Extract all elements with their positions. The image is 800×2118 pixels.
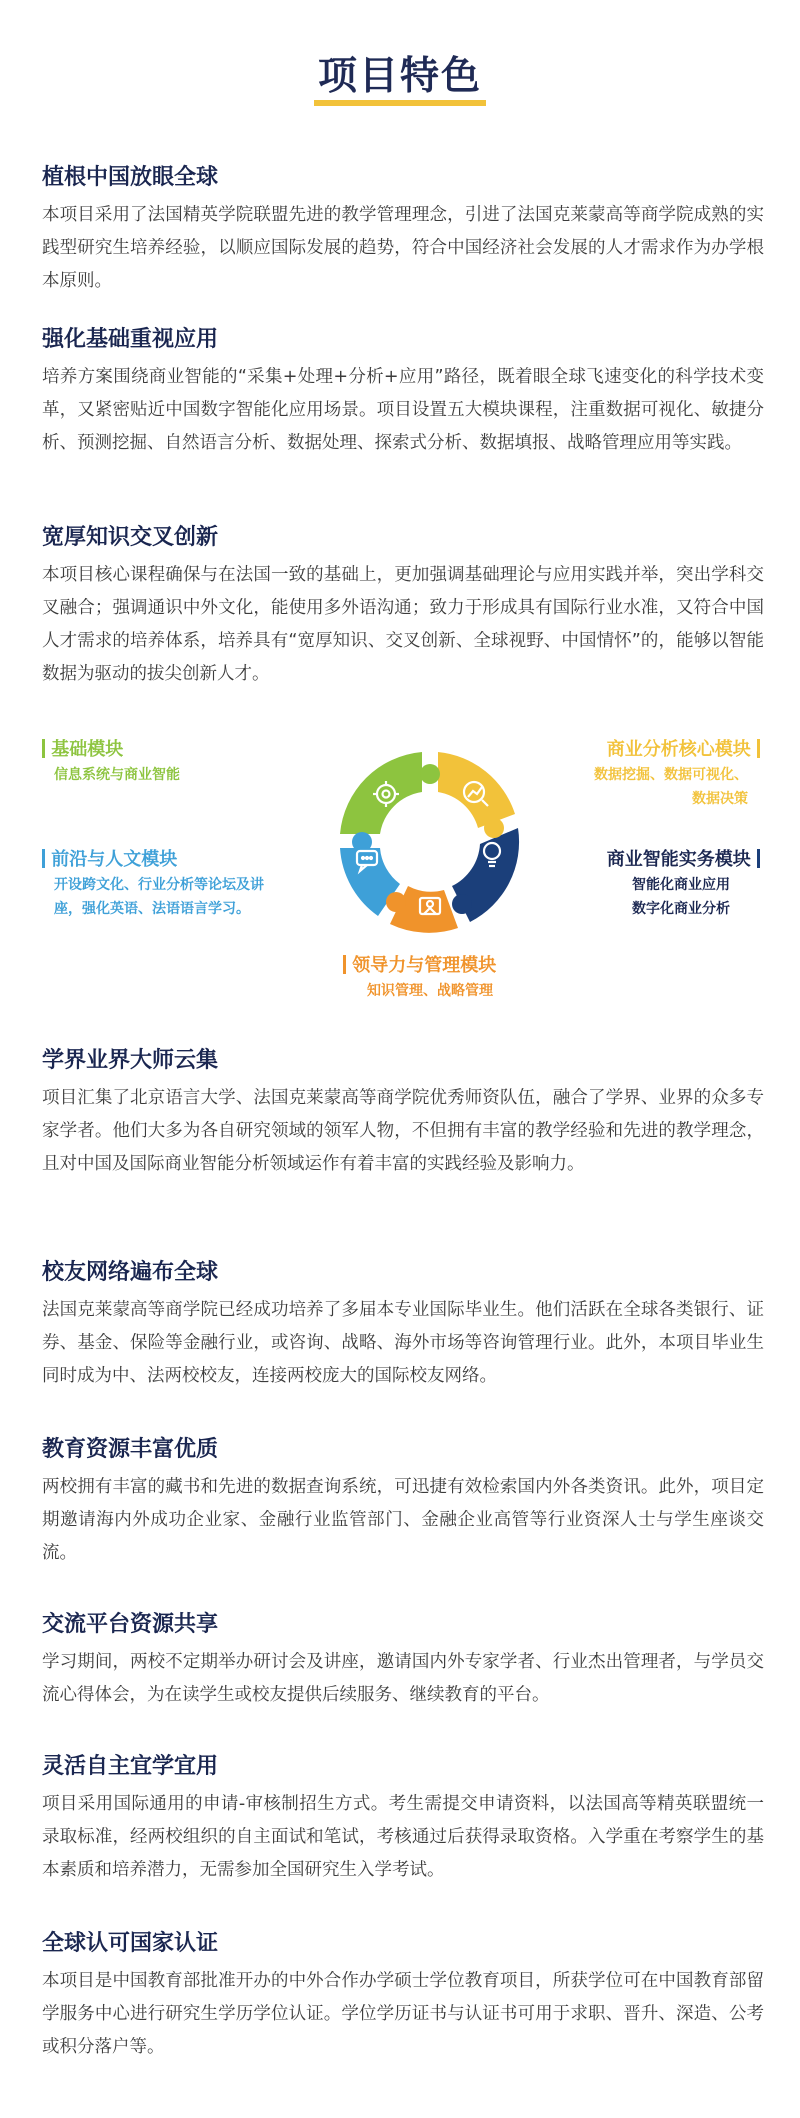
section-foundation-application	[42, 325, 764, 460]
module-basic-sub: 信息系统与商业智能	[54, 767, 180, 783]
module-analytics-sub-2: 数据决策	[692, 791, 748, 807]
section-heading: 宽厚知识交叉创新	[42, 525, 219, 550]
section-body: 本项目是中国教育部批准开办的中外合作办学硕士学位教育项目，所获学位可在中国教育部留学服务中心进行研究生学历学位认证。学位学历证书与认证书可用于求职、晋升、深造、公考或积分落户等。	[42, 1971, 764, 2057]
section-heading: 校友网络遍布全球	[42, 1260, 219, 1285]
section-body: 两校拥有丰富的藏书和先进的数据查询系统，可迅捷有效检索国内外各类资讯。此外，项目定期邀请海内外成功企业家、金融行业监管部门、金融企业高管等行业资深人士与学生座谈交流。	[42, 1477, 764, 1563]
section-heading: 全球认可国家认证	[42, 1931, 219, 1956]
section-heading: 交流平台资源共享	[42, 1612, 219, 1637]
module-analytics-sub-1: 数据挖掘、数据可视化、	[594, 767, 748, 783]
module-analytics-title: 商业分析核心模块	[606, 739, 751, 760]
section-body: 本项目采用了法国精英学院联盟先进的教学管理理念，引进了法国克莱蒙高等商学院成熟的实践型研究生培养经验，以顺应国际发展的趋势，符合中国经济社会发展的人才需求作为办学根本原则。	[42, 205, 764, 291]
module-frontier-sub-1: 开设跨文化、行业分析等论坛及讲	[54, 877, 264, 893]
section-alumni	[42, 1258, 764, 1393]
module-frontier-title: 前沿与人文模块	[51, 849, 178, 870]
puzzle-wheel	[325, 737, 535, 947]
page-title: 项目特色	[317, 54, 482, 99]
module-frontier-sub-2: 座，强化英语、法语语言学习。	[54, 901, 250, 917]
section-certification	[42, 1929, 764, 2064]
section-resources	[42, 1435, 764, 1570]
section-masters	[42, 1046, 764, 1181]
section-body: 项目汇集了北京语言大学、法国克莱蒙高等商学院优秀师资队伍，融合了学界、业界的众多专家学者。他们大多为各自研究领域的领军人物，不但拥有丰富的教学经验和先进的教学理念，且对中国及国际商业智能分析领域运作有着丰富的实践经验及影响力。	[42, 1088, 764, 1174]
knob	[352, 832, 372, 852]
section-body: 项目采用国际通用的申请-审核制招生方式。考生需提交申请资料，以法国高等精英联盟统一录取标准，经两校组织的自主面试和笔试，考核通过后获得录取资格。入学重在考察学生的基本素质和培养潜力，无需参加全国研究生入学考试。	[42, 1794, 764, 1880]
section-heading: 灵活自主宜学宜用	[42, 1754, 219, 1779]
section-body: 本项目核心课程确保与在法国一致的基础上，更加强调基础理论与应用实践并举，突出学科交叉融合；强调通识中外文化，能使用多外语沟通；致力于形成具有国际行业水准，又符合中国人才需求的培养体系，培养具有“宽厚知识、交叉创新、全球视野、中国情怀”的，能够以智能数据为驱动的拔尖创新人才。	[42, 565, 764, 684]
knob	[420, 764, 440, 784]
module-basic	[42, 738, 180, 788]
module-bi-practice-sub-1: 智能化商业应用	[632, 877, 730, 893]
module-diagram	[0, 722, 800, 1012]
module-bi-practice-title: 商业智能实务模块	[606, 849, 751, 870]
section-body: 法国克莱蒙高等商学院已经成功培养了多届本专业国际毕业生。他们活跃在全球各类银行、证券、基金、保险等金融行业，或咨询、战略、海外市场等咨询管理行业。此外，本项目毕业生同时成为中、法两校校友，连接两校庞大的国际校友网络。	[42, 1300, 764, 1386]
section-rooted-in-china	[42, 163, 764, 298]
module-analytics	[594, 738, 760, 812]
module-basic-title: 基础模块	[51, 739, 124, 760]
section-heading: 学界业界大师云集	[42, 1048, 219, 1073]
knob	[386, 892, 406, 912]
segment-basic	[340, 752, 422, 834]
section-flexible-admission	[42, 1752, 764, 1887]
section-heading: 教育资源丰富优质	[42, 1437, 219, 1462]
section-body: 学习期间，两校不定期举办研讨会及讲座，邀请国内外专家学者、行业杰出管理者，与学员交流心得体会，为在读学生或校友提供后续服务、继续教育的平台。	[42, 1652, 764, 1705]
module-bi-practice-sub-2: 数字化商业分析	[632, 901, 730, 917]
module-bi-practice	[607, 848, 760, 922]
section-heading: 植根中国放眼全球	[42, 165, 219, 190]
section-exchange-platform	[42, 1610, 764, 1712]
knob	[452, 894, 472, 914]
segment-analytics	[438, 752, 515, 828]
section-interdisciplinary	[42, 523, 764, 691]
knob	[484, 818, 504, 838]
module-leadership-title: 领导力与管理模块	[352, 955, 497, 976]
module-frontier	[42, 848, 264, 922]
module-leadership	[343, 954, 496, 1004]
section-heading: 强化基础重视应用	[42, 327, 219, 352]
module-leadership-sub: 知识管理、战略管理	[367, 983, 493, 999]
section-body: 培养方案围绕商业智能的“采集+处理+分析+应用”路径，既着眼全球飞速变化的科学技术变革，又紧密贴近中国数字智能化应用场景。项目设置五大模块课程，注重数据可视化、敏捷分析、预测挖掘、自然语言分析、数据处理、探索式分析、数据填报、战略管理应用等实践。	[42, 367, 764, 453]
title-underline	[314, 100, 486, 106]
